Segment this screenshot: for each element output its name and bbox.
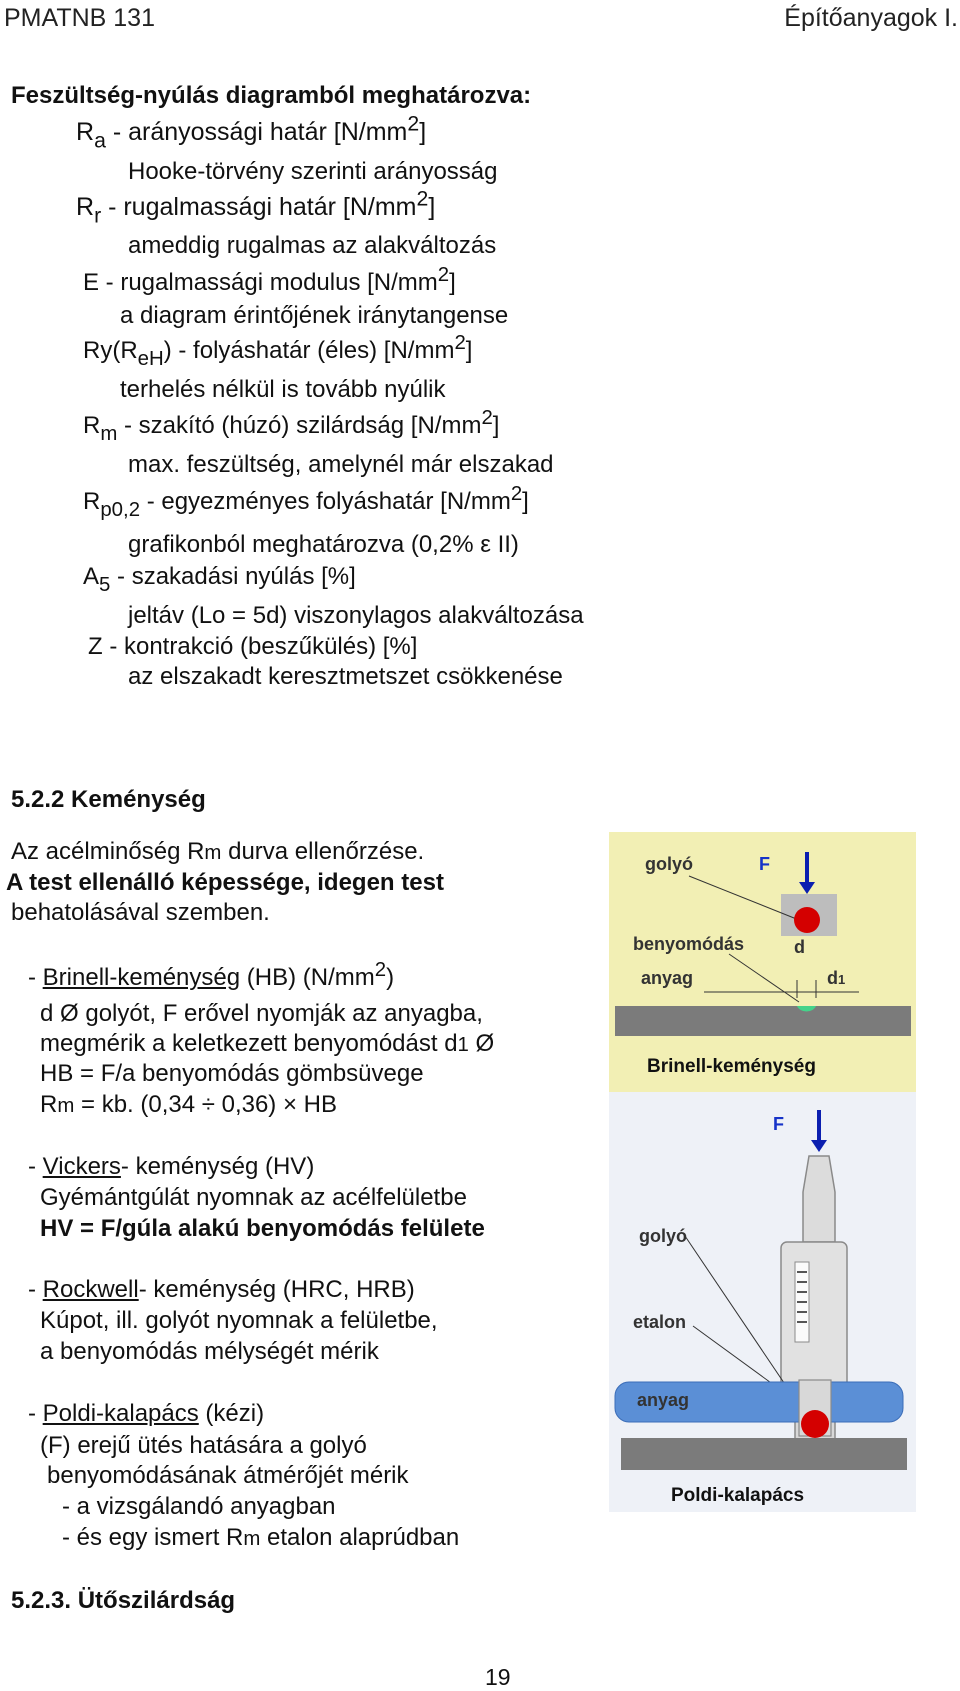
brinell-line-4: Rm = kb. (0,34 ÷ 0,36) × HB (40, 1091, 337, 1118)
rockwell-line-2: a benyomódás mélységét mérik (40, 1338, 379, 1365)
brinell-caption: Brinell-keménység (647, 1056, 816, 1077)
def-e-desc: a diagram érintőjének iránytangense (120, 302, 509, 329)
brinell-material-label: anyag (641, 968, 694, 988)
def-z: Z - kontrakció (beszűkülés) [%] (88, 633, 418, 660)
def-z-desc: az elszakadt keresztmetszet csökkenése (128, 663, 563, 690)
rockwell-line-1: Kúpot, ill. golyót nyomnak a felületbe, (40, 1307, 438, 1334)
intro-line-3: behatolásával szemben. (11, 899, 270, 926)
poldi-material-bar (621, 1438, 907, 1470)
brinell-line-2: megmérik a keletkezett benyomódást d1 Ø (40, 1030, 495, 1057)
poldi-panel (609, 1092, 916, 1512)
def-a5: $A_5$ - szakadási nyúlás [%] (83, 563, 356, 597)
poldi-heading: - Poldi-kalapács (kézi) (28, 1400, 265, 1427)
def-rm-desc: max. feszültség, amelynél már elszakad (128, 451, 554, 478)
vickers-line-2: HV = F/gúla alakú benyomódás felülete (40, 1215, 485, 1242)
poldi-material-label: anyag (637, 1390, 690, 1410)
def-rm: $R_m$ - szakító (húzó) szilárdság $[N/mm^2]$ (83, 406, 500, 446)
vickers-heading: - Vickers- keménység (HV) (28, 1153, 315, 1180)
poldi-hammer-head (803, 1156, 835, 1242)
poldi-ball-label: golyó (639, 1226, 687, 1246)
intro-line-2: A test ellenálló képessége, idegen test (6, 869, 444, 896)
poldi-ball-icon (801, 1410, 829, 1438)
def-ra: $R_a$ - arányossági határ $[N/mm^2]$ (76, 111, 427, 153)
brinell-d1-label: d1 (827, 968, 846, 988)
poldi-caption: Poldi-kalapács (671, 1485, 805, 1506)
section-heading: 5.2.2 Keménység (11, 786, 206, 813)
def-ry-desc: terhelés nélkül is tovább nyúlik (120, 376, 446, 403)
next-section-heading: 5.2.3. Ütőszilárdság (11, 1587, 236, 1614)
page-number: 19 (485, 1664, 511, 1690)
def-rr: $R_r$ - rugalmassági határ $[N/mm^2]$ (76, 186, 436, 228)
brinell-line-3: HB = F/a benyomódás gömbsüvege (40, 1060, 424, 1087)
poldi-etalon-label: etalon (633, 1312, 687, 1332)
def-rp-desc: grafikonból meghatározva (0,2% ε II) (128, 531, 519, 558)
poldi-line-2: benyomódásának átmérőjét mérik (47, 1462, 409, 1489)
intro-line-1: Az acélminőség Rm durva ellenőrzése. (11, 838, 425, 865)
def-rr-desc: ameddig rugalmas az alakváltozás (128, 232, 497, 259)
def-a5-desc: jeltáv (Lo = 5d) viszonylagos alakváltozása (128, 602, 584, 629)
brinell-indent-label: benyomódás (633, 934, 745, 954)
brinell-ball-icon (794, 907, 820, 933)
brinell-panel (609, 832, 916, 1092)
brinell-heading: - Brinell-keménység (HB) $(N/mm^2)$ (28, 958, 395, 991)
brinell-d-label: d (794, 937, 805, 957)
hardness-test-figure (609, 832, 916, 1512)
poldi-hammer-housing (781, 1242, 847, 1392)
rockwell-heading: - Rockwell- keménység (HRC, HRB) (28, 1276, 415, 1303)
def-rp: $R_{p0,2}$ - egyezményes folyáshatár $[N/mm^2]$ (83, 482, 529, 522)
header-course-code: PMATNB 131 (4, 4, 155, 32)
brinell-line-1: d Ø golyót, F erővel nyomják az anyagba, (40, 1000, 483, 1027)
poldi-force-label: F (773, 1114, 784, 1134)
definitions-title: Feszültség-nyúlás diagramból meghatározva: (11, 82, 532, 109)
vickers-line-1: Gyémántgúlát nyomnak az acélfelületbe (40, 1184, 467, 1211)
brinell-force-label: F (759, 854, 770, 874)
poldi-line-4: - és egy ismert Rm etalon alaprúdban (62, 1524, 460, 1551)
brinell-ball-label: golyó (645, 854, 693, 874)
def-ry: $Ry(R_{eH})$ - folyáshatár (éles) $[N/mm^2]$ (83, 331, 473, 371)
poldi-line-1: (F) erejű ütés hatására a golyó (40, 1432, 367, 1459)
brinell-material-bar (615, 1006, 911, 1036)
def-e: E - rugalmassági modulus $[N/mm^2]$ (83, 263, 456, 296)
poldi-line-3: - a vizsgálandó anyagban (62, 1493, 336, 1520)
def-ra-desc: Hooke-törvény szerinti arányosság (128, 158, 498, 185)
header-subject: Építőanyagok I. (784, 4, 958, 32)
